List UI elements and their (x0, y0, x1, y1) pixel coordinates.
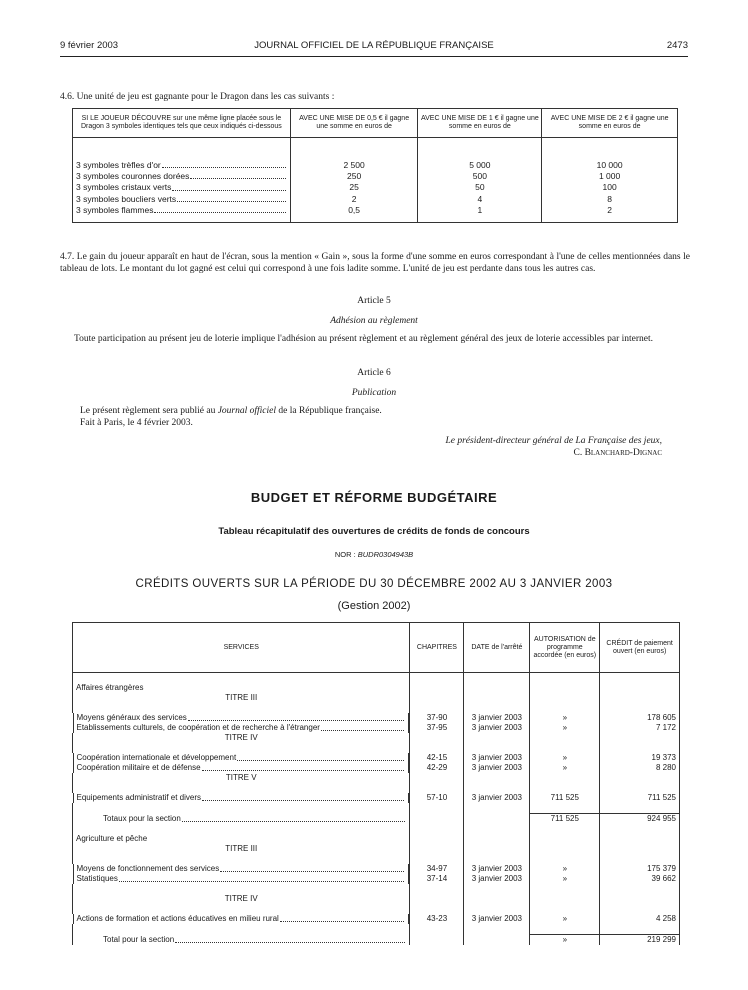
service-label: Equipements administratif et divers (76, 793, 201, 802)
article-6-subtitle: Publication (351, 388, 397, 398)
titre-heading-row (73, 894, 680, 904)
table-cell-empty (464, 854, 530, 864)
table-cell-empty (600, 844, 680, 854)
table-cell-empty (73, 854, 410, 864)
leader-dots (237, 753, 404, 761)
table-cell-empty (73, 743, 410, 753)
table-cell-empty (73, 803, 410, 814)
titre-heading: TITRE IV (73, 894, 410, 904)
table-cell-empty (530, 844, 600, 854)
table-row-spacer (73, 924, 680, 935)
credit-cell: 175 379 (600, 864, 680, 874)
service-label-cell (73, 753, 410, 763)
chapitre-cell: 42-29 (410, 763, 464, 773)
budget-subtitle: Tableau récapitulatif des ouvertures de crédits de fonds de concours (218, 526, 530, 537)
credit-cell: 39 662 (600, 874, 680, 884)
autorisation-cell: » (530, 753, 600, 763)
table-cell-empty (464, 703, 530, 713)
date-cell: 3 janvier 2003 (464, 723, 530, 733)
article-5-subtitle: Adhésion au règlement (330, 316, 418, 326)
service-label-cell (73, 793, 410, 803)
table-cell-empty (410, 703, 464, 713)
table-cell-empty (600, 683, 680, 693)
autorisation-cell: » (530, 723, 600, 733)
chapitre-cell: 37-90 (410, 713, 464, 723)
titre-heading-row (73, 844, 680, 854)
table-cell-empty (464, 773, 530, 783)
date-cell: 3 janvier 2003 (464, 713, 530, 723)
chapitre-cell: 43-23 (410, 914, 464, 924)
leader-dots (175, 935, 405, 943)
table-cell-empty (600, 894, 680, 904)
table-cell-empty (530, 783, 600, 793)
table-cell-empty (464, 733, 530, 743)
total-label-cell (73, 935, 410, 946)
table-row (73, 914, 680, 924)
credits-table-header (73, 623, 680, 673)
autorisation-cell: » (530, 864, 600, 874)
table-row-spacer (73, 703, 680, 713)
table-row-spacer (73, 803, 680, 814)
credit-cell: 4 258 (600, 914, 680, 924)
table-cell-empty (73, 703, 410, 713)
prize-label: 3 symboles couronnes dorées (76, 171, 287, 182)
table-row (73, 864, 680, 874)
table-cell-empty (73, 924, 410, 935)
header-date: 9 février 2003 (60, 40, 119, 51)
total-row (73, 935, 680, 946)
table-cell-empty (600, 924, 680, 935)
table-cell-empty (464, 693, 530, 703)
leader-dots (182, 814, 406, 822)
table-cell-empty (410, 733, 464, 743)
table-cell-empty (464, 783, 530, 793)
date-cell: 3 janvier 2003 (464, 793, 530, 803)
table-cell-empty (530, 854, 600, 864)
service-label: Actions de formation et actions éducatives en milieu rural (76, 914, 279, 923)
credits-table-body (73, 673, 680, 946)
total-label-cell (73, 814, 410, 825)
service-label-cell (73, 874, 410, 884)
table-cell-empty (410, 834, 464, 844)
table-cell-empty (410, 854, 464, 864)
autorisation-cell: » (530, 914, 600, 924)
table-cell-empty (464, 683, 530, 693)
date-cell: 3 janvier 2003 (464, 763, 530, 773)
prize-table-header (73, 109, 678, 138)
table-cell-empty (410, 924, 464, 935)
table-cell-empty (410, 824, 464, 834)
credits-header-date: DATE de l'arrêté (464, 623, 530, 673)
table-cell-empty (73, 673, 410, 684)
date-cell: 3 janvier 2003 (464, 914, 530, 924)
titre-heading: TITRE V (73, 773, 410, 783)
chapitre-cell: 37-14 (410, 874, 464, 884)
chapitre-cell: 57-10 (410, 793, 464, 803)
section-heading: Affaires étrangères (73, 683, 410, 693)
table-cell-empty (410, 743, 464, 753)
section-heading-row (73, 834, 680, 844)
table-row (73, 874, 680, 884)
table-cell-empty (464, 844, 530, 854)
date-cell: 3 janvier 2003 (464, 753, 530, 763)
service-label: Coopération militaire et de défense (76, 763, 201, 772)
autorisation-cell: » (530, 763, 600, 773)
table-cell-empty (530, 924, 600, 935)
table-row-spacer (73, 783, 680, 793)
date-cell: 3 janvier 2003 (464, 864, 530, 874)
prize-label: 3 symboles trèfles d'or (76, 160, 287, 171)
credit-cell: 711 525 (600, 793, 680, 803)
service-label: Moyens généraux des services (76, 713, 187, 722)
titre-heading: TITRE III (73, 844, 410, 854)
service-label-cell (73, 763, 410, 773)
nor-reference: NOR : BUDR0304943B (334, 550, 414, 559)
leader-dots (280, 914, 405, 922)
autorisation-cell: » (530, 874, 600, 884)
table-cell-empty (464, 824, 530, 834)
table-cell-empty (73, 904, 410, 914)
article-6-text: Le présent règlement sera publié au Journal officiel de la République française. (80, 406, 382, 416)
table-cell-empty (530, 673, 600, 684)
autorisation-cell: 711 525 (530, 793, 600, 803)
table-cell-empty (600, 703, 680, 713)
total-autorisation-cell: » (530, 935, 600, 946)
section-heading: Agriculture et pêche (73, 834, 410, 844)
header-page-number: 2473 (666, 40, 688, 51)
header-journal: JOURNAL OFFICIEL DE LA RÉPUBLIQUE FRANÇAISE (254, 40, 494, 51)
prize-label: 3 symboles cristaux verts (76, 182, 287, 193)
table-cell-empty (530, 884, 600, 894)
article-5-text: Toute participation au présent jeu de loterie implique l'adhésion au présent règlement et au règlement général des jeux de loterie accessibles par internet. (74, 334, 653, 344)
leader-dots (119, 874, 405, 882)
table-cell-empty (410, 884, 464, 894)
table-cell-empty (600, 824, 680, 834)
paragraph-4-6: 4.6. Une unité de jeu est gagnante pour le Dragon dans les cas suivants : (60, 92, 335, 102)
table-cell-empty (530, 733, 600, 743)
prize-col-0-5: 2 500 250 25 2 0,5 (290, 138, 418, 223)
prize-label: 3 symboles boucliers verts (76, 194, 287, 205)
table-cell-empty (464, 904, 530, 914)
table-cell-empty (464, 935, 530, 946)
titre-heading-row (73, 733, 680, 743)
prize-table-header-symbols: SI LE JOUEUR DÉCOUVRE sur une même ligne placée sous le Dragon 3 symboles identiques tels que ceux indiqués ci-dessous (73, 109, 291, 138)
prize-table (72, 108, 678, 223)
service-label: Etablissements culturels, de coopération et de recherche à l'étranger (76, 723, 320, 732)
paragraph-4-7: 4.7. Le gain du joueur apparaît en haut de l'écran, sous la mention « Gain », sous la forme d'une somme en euros correspondant à l'une de celles mentionnées dans le tableau de lots. Le montant du lot gagné est celui qui correspond à une fois ladite somme. L'unité de jeu est perdante dans tous les autres cas. (60, 252, 690, 274)
total-credit-cell: 924 955 (600, 814, 680, 825)
total-credit-cell: 219 299 (600, 935, 680, 946)
table-cell-empty (530, 693, 600, 703)
table-cell-empty (600, 904, 680, 914)
prize-col-2: 10 000 1 000 100 8 2 (542, 138, 678, 223)
table-cell-empty (600, 854, 680, 864)
budget-title: BUDGET ET RÉFORME BUDGÉTAIRE (250, 490, 498, 505)
credit-cell: 178 605 (600, 713, 680, 723)
table-cell-empty (530, 904, 600, 914)
service-label-cell (73, 864, 410, 874)
table-cell-empty (410, 904, 464, 914)
table-cell-empty (410, 803, 464, 814)
table-cell-empty (410, 814, 464, 825)
prize-table-header-stake-0-5: AVEC UNE MISE DE 0,5 € il gagne une somme en euros de (290, 109, 418, 138)
table-row (73, 713, 680, 723)
chapitre-cell: 42-15 (410, 753, 464, 763)
table-cell-empty (600, 803, 680, 814)
credits-header-chapitres: CHAPITRES (410, 623, 464, 673)
table-cell-empty (530, 824, 600, 834)
article-6-title: Article 6 (357, 368, 391, 378)
article-6-place-date: Fait à Paris, le 4 février 2003. (80, 418, 193, 428)
leader-dots (202, 763, 405, 771)
period-title: CRÉDITS OUVERTS SUR LA PÉRIODE DU 30 DÉCEMBRE 2002 AU 3 JANVIER 2003 (135, 578, 613, 590)
table-row (73, 793, 680, 803)
leader-dots (188, 713, 405, 721)
article-5-title: Article 5 (357, 296, 391, 306)
prize-table-labels (73, 138, 291, 223)
table-cell-empty (600, 783, 680, 793)
table-cell-empty (464, 834, 530, 844)
table-row-spacer (73, 743, 680, 753)
table-cell-empty (410, 935, 464, 946)
service-label-cell (73, 914, 410, 924)
leader-dots (321, 723, 405, 731)
leader-dots (220, 864, 404, 872)
table-cell-empty (464, 884, 530, 894)
table-cell-empty (410, 773, 464, 783)
credits-header-services: SERVICES (73, 623, 410, 673)
prize-table-header-stake-2: AVEC UNE MISE DE 2 € il gagne une somme en euros de (542, 109, 678, 138)
table-cell-empty (530, 703, 600, 713)
table-cell-empty (600, 834, 680, 844)
table-cell-empty (464, 673, 530, 684)
chapitre-cell: 37-95 (410, 723, 464, 733)
date-cell: 3 janvier 2003 (464, 874, 530, 884)
gestion-label: (Gestion 2002) (337, 600, 411, 612)
credits-header-credit: CRÉDIT de paiement ouvert (en euros) (600, 623, 680, 673)
table-cell-empty (73, 824, 410, 834)
table-cell-empty (600, 773, 680, 783)
table-cell-empty (600, 733, 680, 743)
section-heading-row (73, 683, 680, 693)
total-label: Totaux pour la section (103, 813, 181, 823)
table-cell-empty (600, 693, 680, 703)
credits-header-autorisation: AUTORISATION de programme accordée (en euros) (530, 623, 600, 673)
table-cell-empty (464, 924, 530, 935)
titre-heading-row (73, 773, 680, 783)
table-cell-empty (530, 773, 600, 783)
table-row-spacer (73, 884, 680, 894)
table-cell-empty (530, 803, 600, 814)
table-cell-empty (410, 673, 464, 684)
signature-name: C. Blanchard-Dignac (573, 448, 662, 458)
titre-heading-row (73, 693, 680, 703)
table-cell-empty (464, 743, 530, 753)
prize-label: 3 symboles flammes (76, 205, 287, 216)
chapitre-cell: 34-97 (410, 864, 464, 874)
table-cell-empty (600, 673, 680, 684)
service-label-cell (73, 713, 410, 723)
credit-cell: 19 373 (600, 753, 680, 763)
table-row (73, 763, 680, 773)
table-cell-empty (410, 894, 464, 904)
titre-heading: TITRE III (73, 693, 410, 703)
table-row (73, 753, 680, 763)
autorisation-cell: » (530, 713, 600, 723)
prize-col-1: 5 000 500 50 4 1 (418, 138, 542, 223)
table-row-spacer (73, 824, 680, 834)
table-row (73, 723, 680, 733)
table-cell-empty (410, 783, 464, 793)
table-cell-empty (410, 844, 464, 854)
prize-table-header-stake-1: AVEC UNE MISE DE 1 € il gagne une somme en euros de (418, 109, 542, 138)
table-cell-empty (530, 683, 600, 693)
prize-table-body (73, 138, 678, 223)
table-row-spacer (73, 673, 680, 684)
header-rule (60, 56, 688, 57)
table-cell-empty (530, 894, 600, 904)
table-cell-empty (464, 803, 530, 814)
table-cell-empty (73, 884, 410, 894)
table-row-spacer (73, 904, 680, 914)
table-cell-empty (464, 814, 530, 825)
table-row-spacer (73, 854, 680, 864)
credits-table (72, 622, 680, 945)
signature-title: Le président-directeur général de La Française des jeux, (445, 436, 662, 446)
table-cell-empty (73, 783, 410, 793)
table-cell-empty (600, 743, 680, 753)
table-cell-empty (600, 884, 680, 894)
table-cell-empty (410, 683, 464, 693)
total-row (73, 814, 680, 825)
table-cell-empty (530, 834, 600, 844)
table-cell-empty (410, 693, 464, 703)
service-label: Statistiques (76, 874, 118, 883)
table-cell-empty (530, 743, 600, 753)
titre-heading: TITRE IV (73, 733, 410, 743)
service-label: Coopération internationale et développement (76, 753, 237, 762)
total-label: Total pour la section (103, 934, 175, 944)
table-cell-empty (464, 894, 530, 904)
service-label: Moyens de fonctionnement des services (76, 864, 220, 873)
credit-cell: 7 172 (600, 723, 680, 733)
total-autorisation-cell: 711 525 (530, 814, 600, 825)
service-label-cell (73, 723, 410, 733)
leader-dots (202, 793, 404, 801)
credit-cell: 8 280 (600, 763, 680, 773)
